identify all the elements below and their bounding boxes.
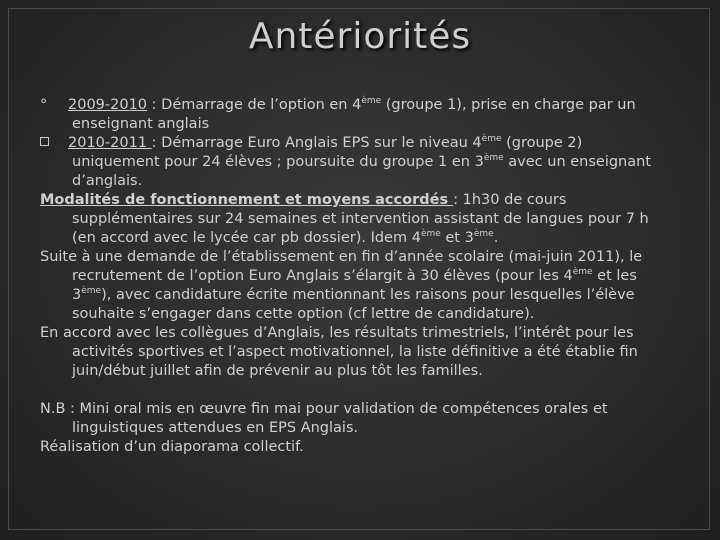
checkbox-icon (40, 134, 68, 153)
degree-marker: ° (40, 97, 48, 113)
year-2010-2011: 2010-2011 (68, 135, 152, 151)
paragraph-2009-2010 (40, 96, 660, 134)
paragraph-text: et les 3 (72, 268, 637, 303)
paragraph-text: ), avec candidature écrite mentionnant les raisons pour lesquelles l’élève souhaite s’engager dans cette option (cf lettre de candidature). (72, 287, 635, 322)
superscript: ème (481, 134, 502, 144)
paragraph-text: (groupe 1), prise en charge par un enseignant anglais (72, 97, 636, 132)
superscript: ème (420, 229, 441, 239)
paragraph-text: En accord avec les collègues d’Anglais, les résultats trimestriels, l’intérêt pour les activités sportives et l’aspect motivationnel, la liste définitive a été établie fin juin/début juillet afin de prévenir au plus tôt les familles. (40, 325, 638, 379)
paragraph-text: . (493, 230, 499, 246)
paragraph-text: N.B : Mini oral mis en œuvre fin mai pour validation de compétences orales et linguistiques attendues en EPS Anglais. (40, 401, 608, 436)
paragraph-text: (groupe 2) uniquement pour 24 élèves ; poursuite du groupe 1 en 3 (72, 135, 583, 170)
paragraph-realisation (40, 438, 660, 457)
superscript: ème (572, 267, 593, 277)
paragraph-suite (40, 248, 660, 324)
paragraph-accord (40, 324, 660, 381)
superscript: ème (473, 229, 494, 239)
spacer (40, 381, 660, 400)
paragraph-text: : Démarrage de l’option en 4 (147, 97, 362, 113)
paragraph-text: : 1h30 de cours supplémentaires sur 24 semaines et intervention assistant de langues pour 7 h (en accord avec le lycée car pb dossier). Idem 4 (72, 192, 649, 246)
superscript: ème (81, 286, 102, 296)
paragraph-modalites (40, 191, 660, 248)
paragraph-2010-2011 (40, 134, 660, 191)
paragraph-text: Réalisation d’un diaporama collectif. (40, 439, 304, 455)
slide-title: Antériorités (248, 16, 472, 57)
superscript: ème (361, 96, 382, 106)
superscript: ème (483, 153, 504, 163)
paragraph-text: Suite à une demande de l’établissement en fin d’année scolaire (mai-juin 2011), le recrutement de l’option Euro Anglais s’élargit à 30 élèves (pour les 4 (40, 249, 643, 284)
paragraph-nb (40, 400, 660, 438)
paragraph-text: et 3 (440, 230, 474, 246)
slide-content (40, 96, 660, 457)
year-2009-2010: 2009-2010 (68, 97, 148, 113)
paragraph-text: avec un enseignant d’anglais. (72, 154, 652, 189)
paragraph-text: : Démarrage Euro Anglais EPS sur le niveau 4 (151, 135, 482, 151)
modalites-heading: Modalités de fonctionnement et moyens accordés (40, 192, 454, 208)
